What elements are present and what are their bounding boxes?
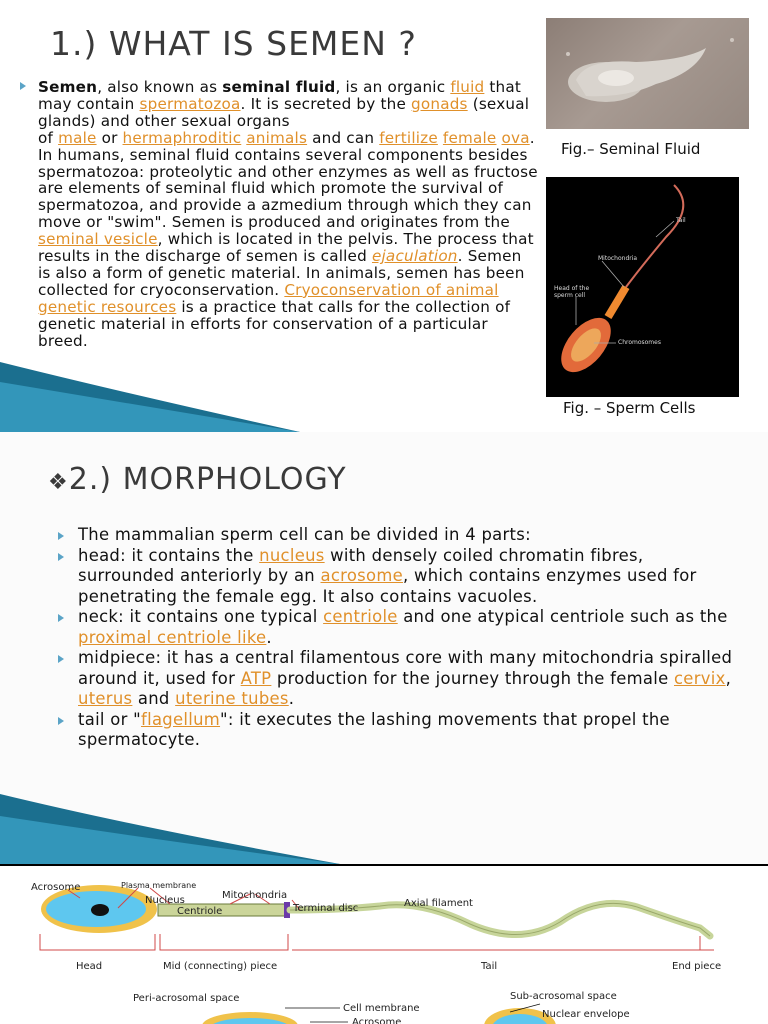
text: and can [307, 128, 380, 147]
list-item [56, 525, 736, 546]
link-flagellum[interactable]: flagellum [141, 709, 221, 729]
link-ejaculation[interactable]: ejaculation [371, 247, 458, 266]
link-fertilize[interactable]: fertilize [379, 128, 438, 147]
text: The mammalian sperm cell can be divided in 4 parts: [78, 525, 531, 544]
slide-morphology [0, 432, 768, 864]
morphology-list [56, 525, 736, 751]
label-head: Head of the sperm cell [554, 285, 590, 299]
slide-title [48, 462, 347, 497]
slide-sperm-diagram [0, 866, 768, 1024]
list-item [56, 546, 736, 608]
mid-bracket [160, 934, 288, 950]
caption-seminal-fluid: Fig.– Seminal Fluid [561, 140, 701, 158]
decorative-wave [0, 362, 300, 432]
head-bracket [40, 934, 155, 950]
label-acrosome-2: Acrosome [352, 1017, 402, 1024]
text: . Semen is also a form of genetic material. In animals, semen has been collected for cryoconservation. [38, 247, 525, 299]
bullet-icon [58, 655, 64, 663]
link-male[interactable]: male [58, 128, 97, 147]
fluid-drop-icon [546, 18, 749, 129]
link-seminal-vesicle[interactable]: seminal vesicle [38, 230, 158, 249]
label-sub-acrosomal-space: Sub-acrosomal space [510, 991, 617, 1002]
decorative-wave [0, 794, 340, 864]
sperm-cell-image [546, 177, 739, 397]
label-mitochondria: Mitochondria [598, 255, 638, 262]
link-centriole[interactable]: centriole [323, 607, 398, 626]
link-hermaphroditic[interactable]: hermaphroditic [122, 128, 242, 147]
text: , which is located in the pelvis. The process that results in the discharge of semen is called [38, 230, 534, 266]
text: . [266, 627, 272, 647]
text: . In humans, seminal fluid contains several components besides spermatozoa: proteolytic and other enzymes as well as fructose are elements of seminal fluid which promote the survival of spermatozoa, and provide a azmedium through which they can move or "swim". Semen is produced and originates from the [38, 128, 538, 232]
text: , which contains enzymes used for penetrating the female egg. It also contains vacuoles. [78, 566, 697, 606]
list-item [56, 607, 736, 648]
link-nucleus[interactable]: nucleus [259, 545, 325, 565]
text: neck: it contains one typical [78, 607, 324, 626]
text: and [132, 689, 176, 708]
link-ova[interactable]: ova [501, 128, 530, 147]
label-acrosome: Acrosome [31, 882, 81, 893]
label-end-piece: End piece [672, 961, 722, 972]
definition-paragraph [18, 79, 538, 350]
text: tail or " [78, 709, 142, 729]
term-seminal-fluid: seminal fluid [222, 78, 336, 96]
text: , also known as [97, 78, 223, 96]
bullet-icon [58, 717, 64, 725]
text: production for the journey through the female [271, 668, 674, 688]
label-nucleus: Nucleus [145, 895, 185, 906]
text: head: it contains the [78, 545, 260, 565]
bullet-icon [20, 82, 26, 90]
label-plasma-membrane: Plasma membrane [121, 881, 197, 890]
label-mid-piece: Mid (connecting) piece [163, 961, 278, 972]
link-acrosome[interactable]: acrosome [320, 566, 403, 585]
link-atp[interactable]: ATP [240, 668, 272, 688]
link-cryoconservation[interactable]: Cryoconservation of animal genetic resources [38, 280, 499, 316]
text: , is an organic [335, 78, 451, 96]
bullet-icon [58, 553, 64, 561]
link-animals[interactable]: animals [246, 128, 308, 147]
link-spermatozoa[interactable]: spermatozoa [139, 94, 241, 113]
link-proximal-centriole-like[interactable]: proximal centriole like [78, 627, 267, 647]
four-diamond-bullet-icon: ❖ [48, 470, 69, 495]
label-mitochondria: Mitochondria [222, 890, 288, 901]
bullet-icon [58, 614, 64, 622]
slide-title: 1.) WHAT IS SEMEN ? [50, 24, 417, 63]
text: . [288, 689, 295, 708]
link-female[interactable]: female [442, 128, 497, 147]
label-tail: Tail [481, 961, 498, 972]
text: that may contain [38, 78, 522, 113]
label-axial-filament: Axial filament [404, 898, 473, 909]
link-gonads[interactable]: gonads [411, 94, 468, 113]
label-cell-membrane: Cell membrane [343, 1003, 420, 1014]
text: with densely coiled chromatin fibres, surrounded anteriorly by an [78, 545, 644, 585]
text: . It is secreted by the [240, 94, 412, 113]
text: of [38, 128, 59, 147]
link-fluid[interactable]: fluid [450, 78, 485, 96]
label-chromosomes: Chromosomes [618, 339, 661, 346]
label-tail: Tail [676, 217, 686, 224]
text: , [725, 668, 732, 688]
nucleus-dot [91, 904, 109, 916]
seminal-fluid-photo [546, 18, 749, 129]
slide-what-is-semen [0, 0, 768, 432]
link-uterine-tubes[interactable]: uterine tubes [175, 689, 289, 708]
list-item [56, 648, 736, 710]
text: ": it executes the lashing movements that propel the spermatocyte. [78, 709, 670, 749]
text: is a practice that calls for the collection of genetic material in efforts for conservation of a particular breed. [38, 297, 511, 350]
label-head: Head [76, 961, 103, 972]
label-nuclear-envelope: Nuclear envelope [542, 1009, 630, 1020]
text: (sexual glands) and other sexual organs [38, 94, 530, 130]
text: or [96, 128, 123, 147]
link-uterus[interactable]: uterus [78, 689, 133, 708]
sperm-structure-diagram [0, 866, 768, 1024]
text: and one atypical centriole such as the [397, 607, 728, 626]
label-terminal-disc: Terminal disc [293, 903, 359, 914]
text: midpiece: it has a central filamentous core with many mitochondria spiralled around it, used for [78, 648, 733, 688]
link-cervix[interactable]: cervix [674, 668, 726, 688]
label-centriole: Centriole [177, 906, 223, 917]
list-item [56, 710, 736, 751]
bullet-icon [58, 532, 64, 540]
label-peri-acrosomal-space: Peri-acrosomal space [133, 993, 240, 1004]
title-text: 2.) MORPHOLOGY [68, 462, 347, 497]
term-semen: Semen [38, 78, 98, 96]
caption-sperm-cells: Fig. – Sperm Cells [563, 399, 696, 417]
